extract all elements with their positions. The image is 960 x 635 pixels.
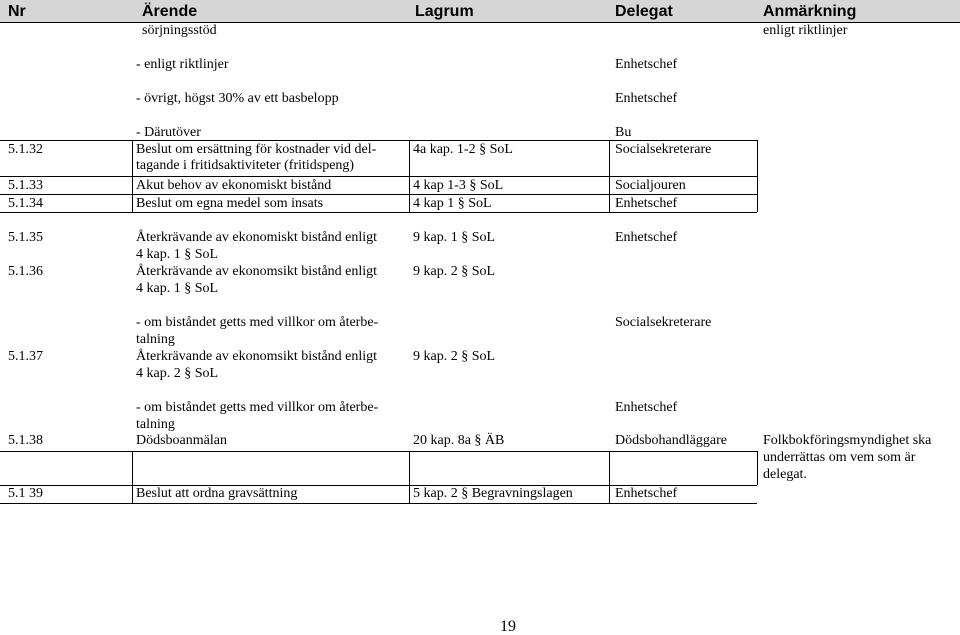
table-cell: Dödsboanmälan [136, 433, 227, 448]
table-cell: Beslut om ersättning för kostnader vid del- [136, 142, 377, 157]
table-cell: Återkrävande av ekonomiskt bistånd enligt [136, 230, 378, 245]
table-cell: - Därutöver [136, 125, 201, 140]
table-cell: - enligt riktlinjer [136, 57, 229, 72]
row-nr: 5.1 39 [8, 486, 43, 501]
header-delegat: Delegat [615, 3, 673, 20]
table-cell: - om biståndet getts med villkor om återbe- [136, 400, 379, 415]
row-nr: 5.1.37 [8, 349, 43, 364]
table-cell: Socialsekreterare [615, 315, 712, 330]
header-nr: Nr [8, 3, 26, 20]
row-nr: 5.1.33 [8, 178, 43, 193]
table-cell: Socialjouren [615, 178, 686, 193]
rule-col [409, 451, 410, 503]
table-cell: Dödsbohandläggare [615, 433, 727, 448]
table-cell: delegat. [763, 467, 807, 482]
table-cell: enligt riktlinjer [763, 23, 848, 38]
table-cell: 4 kap. 2 § SoL [136, 366, 219, 381]
table-cell: Socialsekreterare [615, 142, 712, 157]
table-cell: 9 kap. 1 § SoL [413, 230, 496, 245]
table-cell: Folkbokföringsmyndighet ska [763, 433, 932, 448]
table-cell: Enhetschef [615, 91, 678, 106]
rule-row [0, 451, 757, 452]
table-cell: 4 kap. 1 § SoL [136, 281, 219, 296]
rule-row [0, 503, 757, 504]
table-cell: Enhetschef [615, 196, 678, 211]
rule-col [609, 451, 610, 503]
table-cell: Återkrävande av ekonomsikt bistånd enligt [136, 349, 378, 364]
table-cell: Bu [615, 125, 632, 140]
row-nr: 5.1.35 [8, 230, 43, 245]
table-cell: 4 kap 1-3 § SoL [413, 178, 504, 193]
table-cell: 4 kap. 1 § SoL [136, 247, 219, 262]
row-nr: 5.1.38 [8, 433, 43, 448]
table-cell: underrättas om vem som är [763, 450, 916, 465]
table-cell: 4a kap. 1-2 § SoL [413, 142, 513, 157]
table-cell: talning [136, 332, 175, 347]
table-cell: sörjningsstöd [142, 23, 217, 38]
rule-col [757, 451, 758, 485]
rule-col [409, 140, 410, 212]
table-cell: Enhetschef [615, 486, 678, 501]
table-cell: 4 kap 1 § SoL [413, 196, 492, 211]
rule-col [757, 140, 758, 212]
table-cell: Akut behov av ekonomiskt bistånd [136, 178, 332, 193]
table-cell: 20 kap. 8a § ÄB [413, 433, 505, 448]
header-arende: Ärende [142, 3, 198, 20]
table-header [0, 0, 960, 22]
header-lagrum: Lagrum [415, 3, 474, 20]
table-cell: Återkrävande av ekonomsikt bistånd enligt [136, 264, 378, 279]
row-nr: 5.1.36 [8, 264, 43, 279]
table-cell: Enhetschef [615, 230, 678, 245]
table-cell: tagande i fritidsaktiviteter (fritidspeng) [136, 158, 355, 173]
row-nr: 5.1.34 [8, 196, 43, 211]
table-cell: Beslut om egna medel som insats [136, 196, 324, 211]
table-cell: 9 kap. 2 § SoL [413, 349, 496, 364]
rule-col [609, 140, 610, 212]
table-cell: 5 kap. 2 § Begravningslagen [413, 486, 573, 501]
table-cell: - övrigt, högst 30% av ett basbelopp [136, 91, 339, 106]
row-nr: 5.1.32 [8, 142, 43, 157]
table-cell: Enhetschef [615, 400, 678, 415]
table-cell: - om biståndet getts med villkor om återbe- [136, 315, 379, 330]
rule-col [132, 451, 133, 503]
table-cell: Enhetschef [615, 57, 678, 72]
header-anmarkning: Anmärkning [763, 3, 857, 20]
table-cell: 9 kap. 2 § SoL [413, 264, 496, 279]
rule-col [132, 140, 133, 212]
table-cell: Beslut att ordna gravsättning [136, 486, 298, 501]
page-number: 19 [500, 618, 516, 635]
table-cell: talning [136, 417, 175, 432]
